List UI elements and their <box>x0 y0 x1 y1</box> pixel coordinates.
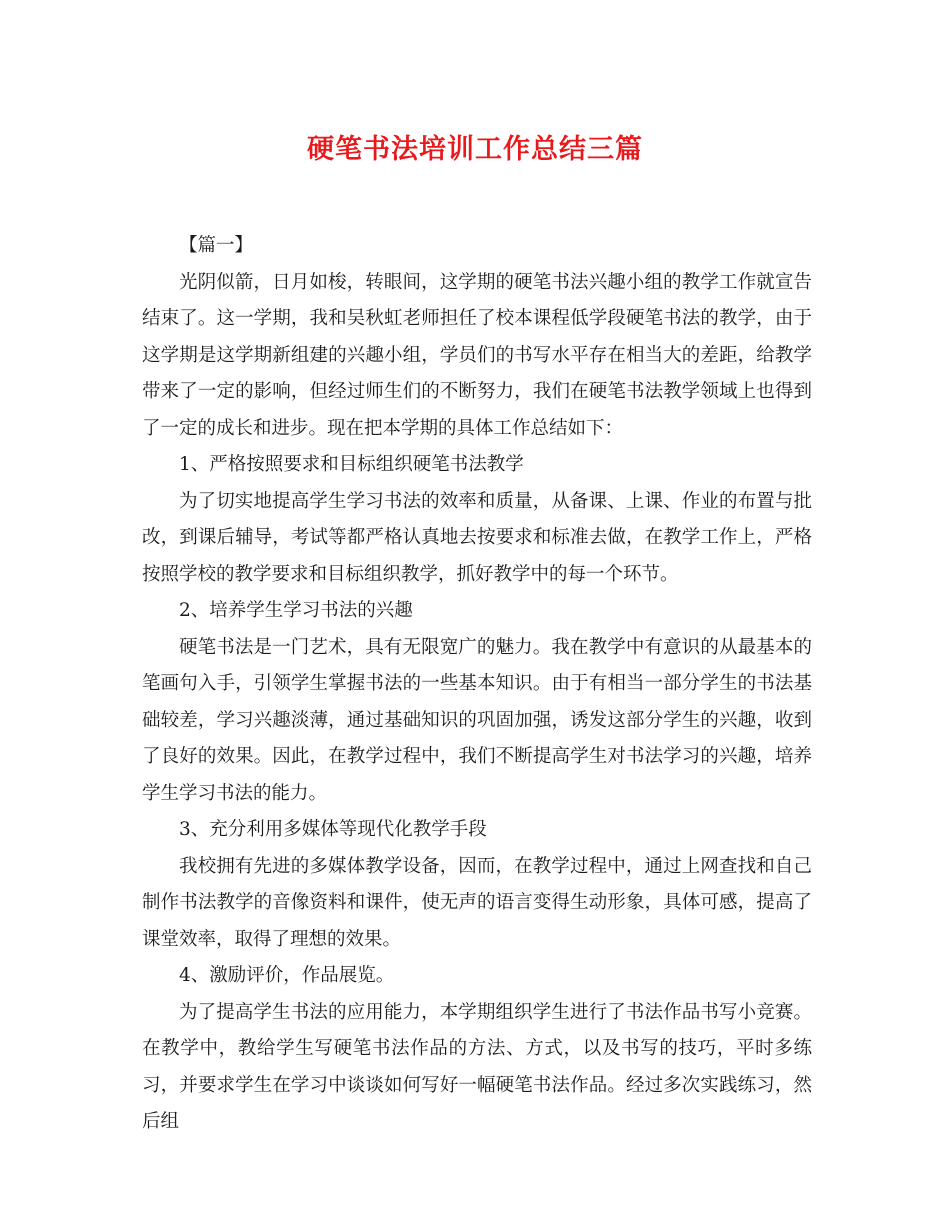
intro-paragraph: 光阴似箭，日月如梭，转眼间，这学期的硬笔书法兴趣小组的教学工作就宣告结束了。这一学期，我和吴秋虹老师担任了校本课程低学段硬笔书法的教学，由于这学期是这学期新组建的兴趣小组，学员们的书写水平存在相当大的差距，给教学带来了一定的影响，但经过师生们的不断努力，我们在硬笔书法教学领域上也得到了一定的成长和进步。现在把本学期的具体工作总结如下： <box>142 271 812 439</box>
point-paragraph-3: 我校拥有先进的多媒体教学设备，因而，在教学过程中，通过上网查找和自己制作书法教学的音像资料和课件，使无声的语言变得生动形象，具体可感，提高了课堂效率，取得了理想的效果。 <box>142 855 812 950</box>
document-body <box>142 228 812 1141</box>
point-paragraph-1: 为了切实地提高学生学习书法的效率和质量，从备课、上课、作业的布置与批改，到课后辅导，考试等都严格认真地去按要求和标准去做，在教学工作上，严格按照学校的教学要求和目标组织教学，抓好教学中的每一个环节。 <box>142 490 812 585</box>
point-paragraph-2: 硬笔书法是一门艺术，具有无限宽广的魅力。我在教学中有意识的从最基本的笔画句入手，引领学生掌握书法的一些基本知识。由于有相当一部分学生的书法基础较差，学习兴趣淡薄，通过基础知识的巩固加强，诱发这部分学生的兴趣，收到了良好的效果。因此，在教学过程中，我们不断提高学生对书法学习的兴趣，培养学生学习书法的能力。 <box>142 636 812 804</box>
point-heading-3: 3、充分利用多媒体等现代化教学手段 <box>179 819 487 840</box>
point-heading-1: 1、严格按照要求和目标组织硬笔书法教学 <box>179 454 524 475</box>
document-title: 硬笔书法培训工作总结三篇 <box>307 134 643 165</box>
section-heading: 【篇一】 <box>179 235 254 256</box>
point-heading-2: 2、培养学生学习书法的兴趣 <box>179 600 413 621</box>
point-paragraph-4: 为了提高学生书法的应用能力，本学期组织学生进行了书法作品书写小竞赛。在教学中，教给学生写硬笔书法作品的方法、方式，以及书写的技巧，平时多练习，并要求学生在学习中谈谈如何写好一幅硬笔书法作品。经过多次实践练习，然后组 <box>142 1001 812 1132</box>
point-heading-4: 4、激励评价，作品展览。 <box>179 965 395 986</box>
